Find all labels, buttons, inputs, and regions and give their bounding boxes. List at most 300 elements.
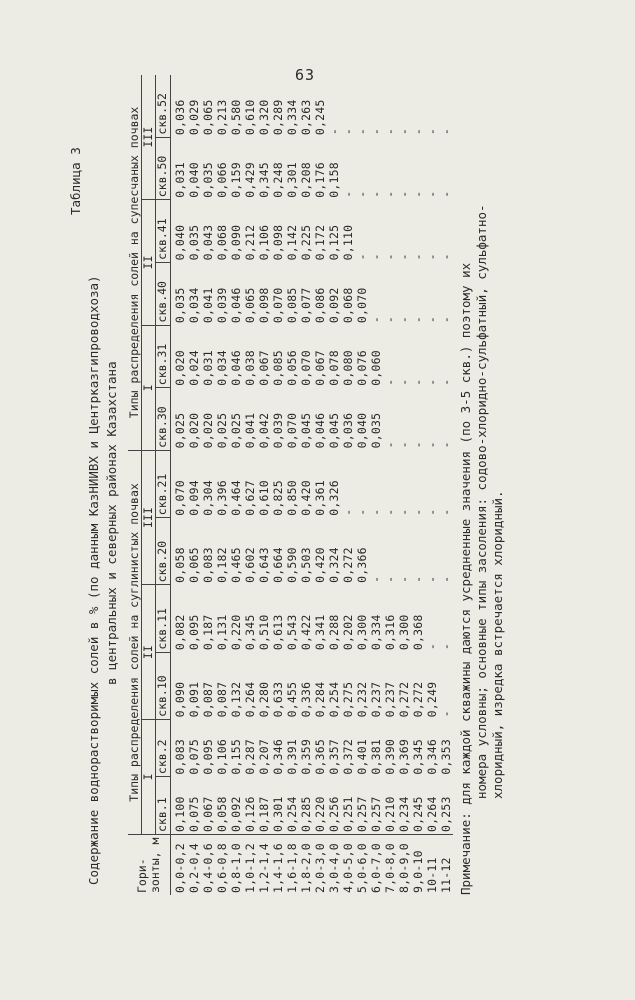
value-cell: 0,040 (173, 224, 187, 261)
value-cell: - (411, 441, 425, 449)
value-cell: - (411, 190, 425, 198)
value-cell: 0,126 (243, 796, 257, 832)
value-cell: - (383, 378, 397, 386)
table-label: Таблица 3 (68, 147, 83, 215)
well-header: скв.11 (156, 585, 171, 652)
value-cell: 0,257 (369, 796, 383, 832)
well-header: скв.31 (156, 325, 171, 388)
value-cell: 0,131 (215, 614, 229, 651)
value-cell: 0,366 (355, 547, 369, 583)
value-cell: 0,067 (257, 350, 271, 386)
value-cell: 0,058 (173, 547, 187, 583)
value-cell: 0,365 (313, 738, 327, 775)
value-cell: 0,100 (173, 796, 187, 832)
value-cell: - (425, 253, 439, 261)
horizon-cell: 1,0-1,2 (243, 835, 257, 896)
value-cell: 0,098 (257, 287, 271, 324)
value-cell: 0,610 (243, 99, 257, 136)
value-cell: 0,025 (229, 412, 243, 449)
value-cell: - (439, 508, 453, 516)
value-cell: - (411, 253, 425, 261)
value-cell: - (369, 575, 383, 583)
value-cell: 0,041 (243, 412, 257, 449)
value-cell: 0,176 (313, 162, 327, 198)
value-cell: 0,172 (313, 224, 327, 261)
value-cell: - (425, 441, 439, 449)
value-cell: 0,085 (271, 350, 285, 386)
value-cell: 0,035 (187, 224, 201, 261)
value-cell: 0,092 (327, 287, 341, 324)
table-row (327, 75, 341, 895)
loam-type-2: II (142, 585, 156, 719)
table-row (243, 75, 257, 895)
value-cell: 0,068 (215, 224, 229, 261)
horizon-cell: 0,4-0,6 (201, 835, 215, 896)
value-cell: - (355, 253, 369, 261)
value-cell: - (439, 378, 453, 386)
value-cell: 0,036 (341, 412, 355, 449)
table-row (257, 75, 271, 895)
value-cell: 0,045 (299, 412, 313, 449)
value-cell: - (383, 127, 397, 136)
value-cell: 0,038 (243, 350, 257, 386)
table-row (271, 75, 285, 895)
value-cell: 0,035 (173, 287, 187, 324)
table-row (411, 75, 425, 895)
table-row (397, 75, 411, 895)
value-cell: 0,067 (313, 350, 327, 386)
value-cell: 0,070 (355, 287, 369, 324)
value-cell: - (397, 315, 411, 324)
salt-table (128, 75, 453, 895)
value-cell: 0,345 (243, 614, 257, 651)
value-cell: 0,345 (411, 738, 425, 775)
sand-type-1: I (142, 325, 156, 450)
loam-group-header: Типы распределения солей на суглинистых почвах (128, 450, 142, 834)
value-cell: - (369, 508, 383, 516)
value-cell: - (397, 378, 411, 386)
value-cell: 0,106 (257, 224, 271, 261)
value-cell: 0,213 (215, 99, 229, 136)
value-cell: - (411, 575, 425, 583)
sand-type-3: III (142, 75, 156, 200)
horizon-cell: 8,0-9,0 (397, 835, 411, 896)
value-cell: 0,361 (313, 480, 327, 516)
value-cell: 0,346 (425, 738, 439, 775)
value-cell: 0,039 (271, 412, 285, 449)
value-cell: 0,396 (215, 480, 229, 516)
value-cell: 0,036 (173, 99, 187, 136)
value-cell: 0,381 (369, 738, 383, 775)
value-cell: 0,429 (243, 162, 257, 198)
table-row (187, 75, 201, 895)
horizon-cell: 1,8-2,0 (299, 835, 313, 896)
value-cell: 0,159 (229, 162, 243, 198)
value-cell: 0,280 (257, 681, 271, 718)
value-cell: 0,091 (187, 681, 201, 718)
horizon-cell: 11-12 (439, 835, 453, 896)
value-cell: 0,075 (187, 796, 201, 832)
value-cell: - (439, 441, 453, 449)
value-cell: 0,077 (299, 287, 313, 324)
value-cell: 0,320 (257, 99, 271, 136)
value-cell: 0,264 (425, 796, 439, 832)
value-cell: - (327, 127, 341, 136)
value-cell: 0,132 (229, 681, 243, 718)
value-cell: 0,464 (229, 480, 243, 516)
value-cell: 0,580 (229, 99, 243, 136)
value-cell: 0,095 (201, 738, 215, 775)
value-cell: 0,020 (173, 350, 187, 386)
horizon-cell: 9,0-10 (411, 835, 425, 896)
value-cell: - (397, 508, 411, 516)
value-cell: 0,212 (243, 224, 257, 261)
value-cell: 0,341 (313, 614, 327, 651)
value-cell: 0,045 (327, 412, 341, 449)
value-cell: - (439, 575, 453, 583)
value-cell: 0,254 (285, 796, 299, 832)
value-cell: 0,056 (285, 350, 299, 386)
sand-type-2: II (142, 200, 156, 325)
value-cell: - (341, 508, 355, 516)
value-cell: 0,182 (215, 547, 229, 583)
table-row (299, 75, 313, 895)
value-cell: 0,316 (383, 614, 397, 651)
well-header: скв.50 (156, 137, 171, 200)
value-cell: - (383, 315, 397, 324)
value-cell: - (383, 253, 397, 261)
value-cell: - (439, 127, 453, 136)
horizon-cell: 2,0-3,0 (313, 835, 327, 896)
value-cell: 0,187 (257, 796, 271, 832)
value-cell: 0,076 (355, 350, 369, 386)
value-cell: 0,040 (187, 162, 201, 198)
value-cell: 0,825 (271, 480, 285, 516)
value-cell: - (439, 253, 453, 261)
table-row (215, 75, 229, 895)
value-cell: - (425, 378, 439, 386)
value-cell: - (369, 127, 383, 136)
value-cell: - (425, 190, 439, 198)
table-row (355, 75, 369, 895)
value-cell: 0,275 (341, 681, 355, 718)
horizon-cell: 1,6-1,8 (285, 835, 299, 896)
horizon-cell: 0,6-0,8 (215, 835, 229, 896)
value-cell: 0,035 (201, 162, 215, 198)
value-cell: - (411, 508, 425, 516)
well-header: скв.2 (156, 719, 171, 776)
value-cell: 0,850 (285, 480, 299, 516)
value-cell: 0,590 (285, 547, 299, 583)
value-cell: 0,046 (313, 412, 327, 449)
value-cell: - (411, 315, 425, 324)
value-cell: 0,031 (173, 162, 187, 198)
value-cell: 0,422 (299, 614, 313, 651)
note-line: Примечание: для каждой скважины даются усредненные значения (по 3-5 скв.) поэтому их (458, 262, 473, 895)
horizons-header: Гори-зонты, м (128, 835, 171, 896)
value-cell: 0,643 (257, 547, 271, 583)
value-cell: 0,058 (215, 796, 229, 832)
value-cell: 0,060 (369, 350, 383, 386)
value-cell: 0,390 (383, 738, 397, 775)
value-cell: 0,334 (369, 614, 383, 651)
value-cell: 0,067 (201, 796, 215, 832)
note-line: номера условны; основные типы засоления: содово-хлоридно-сульфатный, сульфатно- (474, 204, 489, 799)
value-cell: 0,300 (397, 614, 411, 651)
value-cell: 0,075 (187, 738, 201, 775)
well-header: скв.30 (156, 388, 171, 451)
value-cell: 0,070 (299, 350, 313, 386)
value-cell: 0,272 (411, 681, 425, 718)
table-row (201, 75, 215, 895)
value-cell: 0,257 (355, 796, 369, 832)
well-header: скв.20 (156, 518, 171, 585)
table-row (171, 75, 188, 895)
value-cell: 0,110 (341, 224, 355, 261)
value-cell: - (425, 315, 439, 324)
value-cell: 0,078 (327, 350, 341, 386)
table-row (229, 75, 243, 895)
value-cell: - (411, 127, 425, 136)
value-cell: - (383, 190, 397, 198)
well-header: скв.10 (156, 652, 171, 719)
value-cell: 0,401 (355, 738, 369, 775)
value-cell: - (397, 253, 411, 261)
value-cell: 0,503 (299, 547, 313, 583)
value-cell: 0,046 (229, 287, 243, 324)
horizon-cell: 0,8-1,0 (229, 835, 243, 896)
page-number: 63 (295, 66, 316, 84)
table-row (369, 75, 383, 895)
well-header: скв.1 (156, 777, 171, 835)
value-cell: - (369, 315, 383, 324)
horizon-cell: 7,0-8,0 (383, 835, 397, 896)
value-cell: 0,285 (299, 796, 313, 832)
table-row (341, 75, 355, 895)
value-cell: 0,090 (173, 681, 187, 718)
table-row (285, 75, 299, 895)
value-cell: - (411, 378, 425, 386)
value-cell: 0,158 (327, 162, 341, 198)
value-cell: 0,353 (439, 738, 453, 775)
horizon-cell: 1,4-1,6 (271, 835, 285, 896)
table-row (383, 75, 397, 895)
well-header: скв.21 (156, 450, 171, 517)
value-cell: - (369, 190, 383, 198)
value-cell: 0,065 (201, 99, 215, 136)
value-cell: 0,345 (257, 162, 271, 198)
value-cell: 0,065 (187, 547, 201, 583)
value-cell: 0,083 (201, 547, 215, 583)
value-cell: 0,627 (243, 480, 257, 516)
table-row (313, 75, 327, 895)
value-cell: 0,633 (271, 681, 285, 718)
value-cell: 0,324 (327, 547, 341, 583)
value-cell: 0,301 (271, 796, 285, 832)
value-cell: 0,142 (285, 224, 299, 261)
value-cell: 0,610 (257, 480, 271, 516)
well-header: скв.41 (156, 200, 171, 263)
value-cell: 0,369 (397, 738, 411, 775)
value-cell: 0,068 (341, 287, 355, 324)
value-cell: 0,065 (243, 287, 257, 324)
value-cell: 0,087 (215, 681, 229, 718)
value-cell: 0,042 (257, 412, 271, 449)
value-cell: 0,357 (327, 738, 341, 775)
value-cell: 0,070 (285, 412, 299, 449)
value-cell: 0,070 (173, 480, 187, 516)
value-cell: - (369, 253, 383, 261)
value-cell: 0,098 (271, 224, 285, 261)
horizon-cell: 0,2-0,4 (187, 835, 201, 896)
horizon-cell: 0,0-0,2 (171, 835, 188, 896)
value-cell: 0,391 (285, 738, 299, 775)
value-cell: 0,420 (299, 480, 313, 516)
horizon-cell: 1,2-1,4 (257, 835, 271, 896)
value-cell: 0,039 (215, 287, 229, 324)
value-cell: 0,046 (229, 350, 243, 386)
value-cell: - (425, 508, 439, 516)
value-cell: 0,346 (271, 738, 285, 775)
value-cell: 0,300 (355, 614, 369, 651)
value-cell: 0,085 (285, 287, 299, 324)
value-cell: - (439, 710, 453, 718)
value-cell: 0,420 (313, 547, 327, 583)
value-cell: 0,254 (327, 681, 341, 718)
value-cell: 0,304 (201, 480, 215, 516)
value-cell: 0,237 (369, 681, 383, 718)
value-cell: 0,043 (201, 224, 215, 261)
value-cell: 0,020 (187, 412, 201, 449)
value-cell: 0,034 (215, 350, 229, 386)
value-cell: 0,372 (341, 738, 355, 775)
value-cell: 0,208 (299, 162, 313, 198)
value-cell: 0,245 (313, 99, 327, 136)
value-cell: 0,301 (285, 162, 299, 198)
value-cell: - (397, 441, 411, 449)
value-cell: 0,253 (439, 796, 453, 832)
value-cell: 0,083 (173, 738, 187, 775)
value-cell: 0,155 (229, 738, 243, 775)
value-cell: 0,263 (299, 99, 313, 136)
value-cell: - (383, 508, 397, 516)
value-cell: 0,264 (243, 681, 257, 718)
value-cell: 0,664 (271, 547, 285, 583)
value-cell: 0,336 (299, 681, 313, 718)
value-cell: 0,465 (229, 547, 243, 583)
value-cell: 0,024 (187, 350, 201, 386)
value-cell: - (341, 190, 355, 198)
value-cell: 0,092 (229, 796, 243, 832)
loam-type-3: III (142, 450, 156, 585)
value-cell: - (439, 190, 453, 198)
value-cell: 0,232 (355, 681, 369, 718)
value-cell: 0,368 (411, 614, 425, 651)
value-cell: 0,041 (201, 287, 215, 324)
value-cell: 0,272 (397, 681, 411, 718)
value-cell: 0,225 (299, 224, 313, 261)
value-cell: 0,090 (229, 224, 243, 261)
horizon-cell: 6,0-7,0 (369, 835, 383, 896)
value-cell: 0,248 (271, 162, 285, 198)
value-cell: 0,020 (201, 412, 215, 449)
table-row (425, 75, 439, 895)
value-cell: 0,094 (187, 480, 201, 516)
value-cell: - (355, 190, 369, 198)
value-cell: 0,025 (215, 412, 229, 449)
value-cell: - (383, 575, 397, 583)
value-cell: 0,187 (201, 614, 215, 651)
value-cell: 0,287 (243, 738, 257, 775)
table-row (439, 75, 453, 895)
value-cell: 0,245 (411, 796, 425, 832)
value-cell: 0,359 (299, 738, 313, 775)
value-cell: - (355, 127, 369, 136)
value-cell: 0,284 (313, 681, 327, 718)
sand-group-header: Типы распределения солей на супесчаных почвах (128, 75, 142, 450)
value-cell: 0,510 (257, 614, 271, 651)
value-cell: 0,220 (229, 614, 243, 651)
value-cell: - (341, 127, 355, 136)
value-cell: 0,210 (383, 796, 397, 832)
value-cell: - (425, 127, 439, 136)
loam-type-1: I (142, 719, 156, 834)
value-cell: 0,034 (187, 287, 201, 324)
value-cell: 0,613 (271, 614, 285, 651)
value-cell: 0,543 (285, 614, 299, 651)
value-cell: 0,080 (341, 350, 355, 386)
value-cell: - (397, 575, 411, 583)
value-cell: 0,237 (383, 681, 397, 718)
value-cell: 0,125 (327, 224, 341, 261)
value-cell: 0,256 (327, 796, 341, 832)
value-cell: 0,334 (285, 99, 299, 136)
value-cell: 0,220 (313, 796, 327, 832)
value-cell: 0,326 (327, 480, 341, 516)
value-cell: 0,066 (215, 162, 229, 198)
value-cell: 0,040 (355, 412, 369, 449)
value-cell: 0,025 (173, 412, 187, 449)
value-cell: 0,202 (341, 614, 355, 651)
value-cell: - (439, 315, 453, 324)
value-cell: 0,035 (369, 412, 383, 449)
value-cell: - (425, 643, 439, 651)
value-cell: - (397, 127, 411, 136)
value-cell: 0,082 (173, 614, 187, 651)
well-header: скв.40 (156, 262, 171, 325)
value-cell: 0,272 (341, 547, 355, 583)
horizon-cell: 3,0-4,0 (327, 835, 341, 896)
value-cell: - (355, 508, 369, 516)
horizon-cell: 4,0-5,0 (341, 835, 355, 896)
table-caption-line2: в центральных и северных районах Казахстана (104, 361, 119, 685)
horizon-cell: 5,0-6,0 (355, 835, 369, 896)
value-cell: 0,029 (187, 99, 201, 136)
rotated-table-block (58, 75, 558, 935)
value-cell: 0,234 (397, 796, 411, 832)
value-cell: 0,087 (201, 681, 215, 718)
table-caption-line1: Содержание воднорастворимых солей в % (по данным КазНИИВХ и Центрказгипроводхоза) (86, 275, 101, 885)
value-cell: 0,251 (341, 796, 355, 832)
value-cell: 0,086 (313, 287, 327, 324)
value-cell: 0,289 (271, 99, 285, 136)
value-cell: - (383, 441, 397, 449)
value-cell: 0,602 (243, 547, 257, 583)
value-cell: 0,095 (187, 614, 201, 651)
value-cell: - (425, 575, 439, 583)
value-cell: 0,070 (271, 287, 285, 324)
table-note (458, 75, 506, 895)
